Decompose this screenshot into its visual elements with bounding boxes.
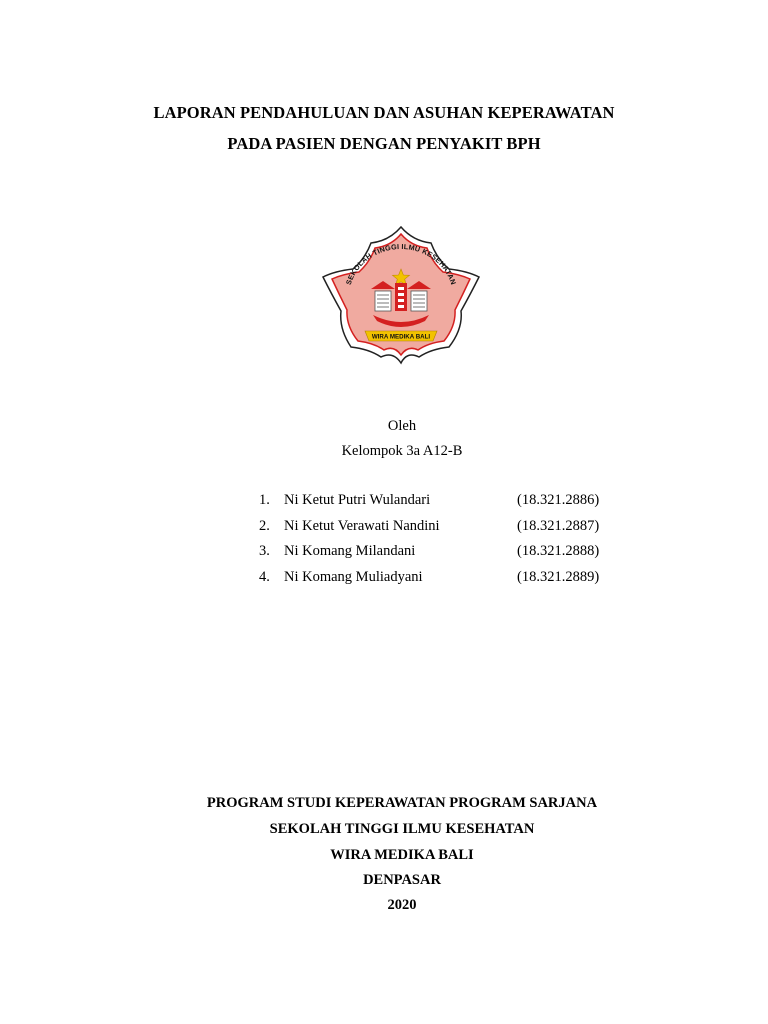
by-label: Oleh [387,418,417,434]
member-number: 3. [259,543,270,559]
list-item [259,518,619,544]
member-number: 2. [259,517,270,534]
member-id: (18.321.2889) [517,568,600,585]
logo-ring-text: SEKOLAH TINGGI ILMU KESEHATAN [343,241,459,286]
member-name: Ni Komang Milandani [284,543,416,559]
member-id: (18.321.2886) [517,492,600,508]
document-title-line-2: PADA PASIEN DENGAN PENYAKIT BPH [227,134,541,153]
member-name: Ni Ketut Verawati Nandini [284,517,440,534]
emblem-right-block [411,291,427,311]
member-id: (18.321.2888) [517,543,600,559]
year: 2020 [387,897,417,913]
member-list [259,492,619,594]
program-name: PROGRAM STUDI KEPERAWATAN PROGRAM SARJANA [206,795,598,811]
member-number: 1. [259,492,270,508]
city-name: DENPASAR [363,872,441,888]
school-name: SEKOLAH TINGGI ILMU KESEHATAN [269,821,535,837]
emblem-left-block [375,291,391,311]
list-item [259,492,619,518]
logo-banner-text: WIRA MEDIKA BALI [371,333,431,341]
member-name: Ni Komang Muliadyani [284,568,423,585]
institution-logo [321,225,481,365]
member-number: 4. [259,568,270,585]
institution-name: WIRA MEDIKA BALI [330,847,474,863]
member-name: Ni Ketut Putri Wulandari [284,492,431,508]
group-label: Kelompok 3a A12-B [341,443,463,459]
member-id: (18.321.2887) [517,517,600,534]
document-title-line-1: LAPORAN PENDAHULUAN DAN ASUHAN KEPERAWATAN [153,103,615,122]
list-item [259,569,619,595]
list-item [259,543,619,569]
